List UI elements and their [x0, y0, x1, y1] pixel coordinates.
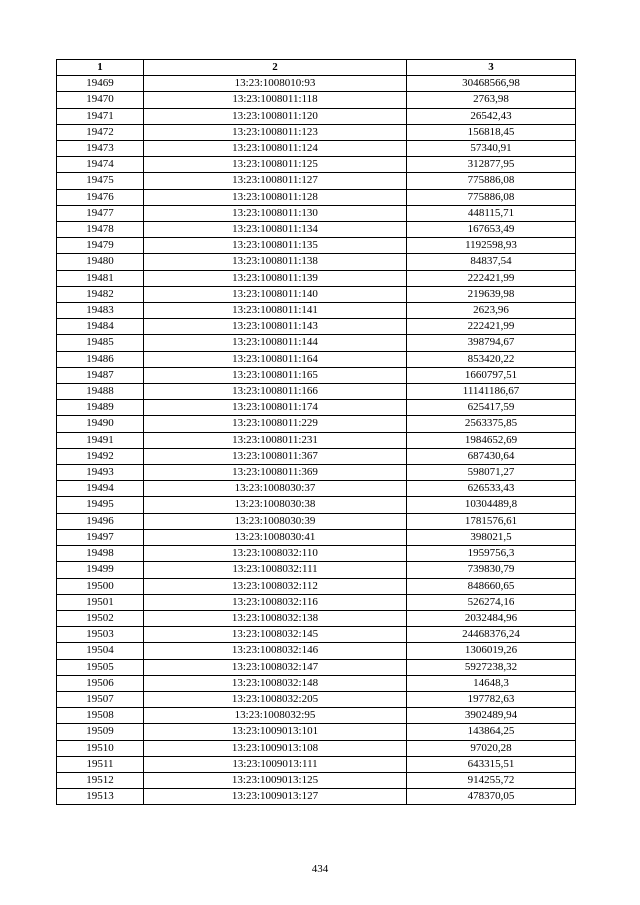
- table-row: [57, 92, 576, 108]
- row-number-cell: 19483: [57, 303, 144, 319]
- value-cell: 687430,64: [407, 448, 576, 464]
- table-row: [57, 708, 576, 724]
- value-cell: 1192598,93: [407, 238, 576, 254]
- table-row: [57, 286, 576, 302]
- value-cell: 30468566,98: [407, 76, 576, 92]
- value-cell: 598071,27: [407, 465, 576, 481]
- cadastral-number-cell: 13:23:1008011:229: [144, 416, 407, 432]
- table-row: [57, 173, 576, 189]
- row-number-cell: 19479: [57, 238, 144, 254]
- cadastral-number-cell: 13:23:1009013:101: [144, 724, 407, 740]
- table-row: [57, 513, 576, 529]
- cadastral-number-cell: 13:23:1008011:143: [144, 319, 407, 335]
- table-body: [57, 76, 576, 805]
- table-row: [57, 546, 576, 562]
- table-row: [57, 76, 576, 92]
- row-number-cell: 19490: [57, 416, 144, 432]
- value-cell: 26542,43: [407, 108, 576, 124]
- cadastral-number-cell: 13:23:1008010:93: [144, 76, 407, 92]
- cadastral-number-cell: 13:23:1008030:39: [144, 513, 407, 529]
- row-number-cell: 19474: [57, 157, 144, 173]
- table-row: [57, 627, 576, 643]
- cadastral-number-cell: 13:23:1008011:369: [144, 465, 407, 481]
- page-number: 434: [311, 863, 329, 875]
- table-row: [57, 238, 576, 254]
- cadastral-number-cell: 13:23:1008011:123: [144, 124, 407, 140]
- cadastral-number-cell: 13:23:1008032:116: [144, 594, 407, 610]
- row-number-cell: 19496: [57, 513, 144, 529]
- row-number-cell: 19484: [57, 319, 144, 335]
- cadastral-number-cell: 13:23:1008011:144: [144, 335, 407, 351]
- row-number-cell: 19508: [57, 708, 144, 724]
- cadastral-number-cell: 13:23:1008011:130: [144, 205, 407, 221]
- cadastral-number-cell: 13:23:1008011:125: [144, 157, 407, 173]
- table-row: [57, 222, 576, 238]
- row-number-cell: 19471: [57, 108, 144, 124]
- row-number-cell: 19504: [57, 643, 144, 659]
- row-number-cell: 19476: [57, 189, 144, 205]
- value-cell: 643315,51: [407, 756, 576, 772]
- table-row: [57, 675, 576, 691]
- row-number-cell: 19500: [57, 578, 144, 594]
- cadastral-number-cell: 13:23:1008032:138: [144, 610, 407, 626]
- row-number-cell: 19512: [57, 772, 144, 788]
- row-number-cell: 19493: [57, 465, 144, 481]
- value-cell: 5927238,32: [407, 659, 576, 675]
- cadastral-number-cell: 13:23:1008032:146: [144, 643, 407, 659]
- cadastral-number-cell: 13:23:1008011:165: [144, 367, 407, 383]
- value-cell: 2763,98: [407, 92, 576, 108]
- row-number-cell: 19488: [57, 384, 144, 400]
- row-number-cell: 19506: [57, 675, 144, 691]
- cadastral-number-cell: 13:23:1008011:120: [144, 108, 407, 124]
- cadastral-number-cell: 13:23:1008032:205: [144, 691, 407, 707]
- row-number-cell: 19491: [57, 432, 144, 448]
- table-row: [57, 691, 576, 707]
- value-cell: 97020,28: [407, 740, 576, 756]
- row-number-cell: 19489: [57, 400, 144, 416]
- table-row: [57, 124, 576, 140]
- value-cell: 222421,99: [407, 319, 576, 335]
- value-cell: 143864,25: [407, 724, 576, 740]
- value-cell: 739830,79: [407, 562, 576, 578]
- table-row: [57, 756, 576, 772]
- data-table: [56, 59, 576, 805]
- column-header-1: 1: [57, 60, 144, 76]
- table-row: [57, 578, 576, 594]
- value-cell: 2032484,96: [407, 610, 576, 626]
- row-number-cell: 19501: [57, 594, 144, 610]
- cadastral-number-cell: 13:23:1008011:124: [144, 141, 407, 157]
- row-number-cell: 19510: [57, 740, 144, 756]
- value-cell: 84837,54: [407, 254, 576, 270]
- table-row: [57, 367, 576, 383]
- cadastral-number-cell: 13:23:1008011:138: [144, 254, 407, 270]
- row-number-cell: 19469: [57, 76, 144, 92]
- table-row: [57, 772, 576, 788]
- cadastral-number-cell: 13:23:1009013:111: [144, 756, 407, 772]
- value-cell: 11141186,67: [407, 384, 576, 400]
- table-row: [57, 448, 576, 464]
- table-header-row: [57, 60, 576, 76]
- value-cell: 219639,98: [407, 286, 576, 302]
- row-number-cell: 19472: [57, 124, 144, 140]
- value-cell: 10304489,8: [407, 497, 576, 513]
- cadastral-number-cell: 13:23:1008032:147: [144, 659, 407, 675]
- value-cell: 1781576,61: [407, 513, 576, 529]
- row-number-cell: 19470: [57, 92, 144, 108]
- value-cell: 156818,45: [407, 124, 576, 140]
- row-number-cell: 19497: [57, 529, 144, 545]
- table-row: [57, 270, 576, 286]
- row-number-cell: 19492: [57, 448, 144, 464]
- row-number-cell: 19505: [57, 659, 144, 675]
- table-row: [57, 351, 576, 367]
- value-cell: 448115,71: [407, 205, 576, 221]
- table-row: [57, 610, 576, 626]
- cadastral-number-cell: 13:23:1008030:41: [144, 529, 407, 545]
- cadastral-number-cell: 13:23:1009013:125: [144, 772, 407, 788]
- row-number-cell: 19481: [57, 270, 144, 286]
- table-row: [57, 319, 576, 335]
- value-cell: 526274,16: [407, 594, 576, 610]
- table-row: [57, 497, 576, 513]
- cadastral-number-cell: 13:23:1008011:134: [144, 222, 407, 238]
- cadastral-number-cell: 13:23:1008011:231: [144, 432, 407, 448]
- row-number-cell: 19478: [57, 222, 144, 238]
- row-number-cell: 19503: [57, 627, 144, 643]
- table-row: [57, 157, 576, 173]
- cadastral-number-cell: 13:23:1008032:95: [144, 708, 407, 724]
- table-row: [57, 416, 576, 432]
- value-cell: 398794,67: [407, 335, 576, 351]
- cadastral-number-cell: 13:23:1008011:135: [144, 238, 407, 254]
- value-cell: 853420,22: [407, 351, 576, 367]
- value-cell: 2563375,85: [407, 416, 576, 432]
- cadastral-number-cell: 13:23:1008011:128: [144, 189, 407, 205]
- value-cell: 914255,72: [407, 772, 576, 788]
- column-header-2: 2: [144, 60, 407, 76]
- cadastral-number-cell: 13:23:1008011:166: [144, 384, 407, 400]
- table-row: [57, 384, 576, 400]
- row-number-cell: 19495: [57, 497, 144, 513]
- column-header-3: 3: [407, 60, 576, 76]
- table-row: [57, 481, 576, 497]
- row-number-cell: 19507: [57, 691, 144, 707]
- row-number-cell: 19502: [57, 610, 144, 626]
- row-number-cell: 19482: [57, 286, 144, 302]
- value-cell: 14648,3: [407, 675, 576, 691]
- cadastral-number-cell: 13:23:1008032:112: [144, 578, 407, 594]
- row-number-cell: 19473: [57, 141, 144, 157]
- row-number-cell: 19487: [57, 367, 144, 383]
- row-number-cell: 19480: [57, 254, 144, 270]
- table-row: [57, 141, 576, 157]
- table-row: [57, 529, 576, 545]
- value-cell: 1959756,3: [407, 546, 576, 562]
- table-row: [57, 789, 576, 805]
- table-row: [57, 108, 576, 124]
- cadastral-number-cell: 13:23:1008011:141: [144, 303, 407, 319]
- cadastral-number-cell: 13:23:1008011:140: [144, 286, 407, 302]
- table-row: [57, 335, 576, 351]
- table-row: [57, 303, 576, 319]
- value-cell: 57340,91: [407, 141, 576, 157]
- table-row: [57, 740, 576, 756]
- value-cell: 775886,08: [407, 173, 576, 189]
- value-cell: 626533,43: [407, 481, 576, 497]
- value-cell: 478370,05: [407, 789, 576, 805]
- row-number-cell: 19485: [57, 335, 144, 351]
- cadastral-number-cell: 13:23:1009013:108: [144, 740, 407, 756]
- value-cell: 2623,96: [407, 303, 576, 319]
- cadastral-number-cell: 13:23:1008011:174: [144, 400, 407, 416]
- row-number-cell: 19475: [57, 173, 144, 189]
- value-cell: 222421,99: [407, 270, 576, 286]
- table-row: [57, 643, 576, 659]
- row-number-cell: 19477: [57, 205, 144, 221]
- row-number-cell: 19499: [57, 562, 144, 578]
- cadastral-number-cell: 13:23:1009013:127: [144, 789, 407, 805]
- value-cell: 312877,95: [407, 157, 576, 173]
- cadastral-number-cell: 13:23:1008011:164: [144, 351, 407, 367]
- value-cell: 625417,59: [407, 400, 576, 416]
- cadastral-number-cell: 13:23:1008011:367: [144, 448, 407, 464]
- value-cell: 197782,63: [407, 691, 576, 707]
- table-row: [57, 254, 576, 270]
- row-number-cell: 19494: [57, 481, 144, 497]
- table-row: [57, 724, 576, 740]
- cadastral-number-cell: 13:23:1008011:118: [144, 92, 407, 108]
- cadastral-number-cell: 13:23:1008030:37: [144, 481, 407, 497]
- value-cell: 848660,65: [407, 578, 576, 594]
- row-number-cell: 19509: [57, 724, 144, 740]
- value-cell: 398021,5: [407, 529, 576, 545]
- value-cell: 1984652,69: [407, 432, 576, 448]
- table-row: [57, 562, 576, 578]
- table-row: [57, 400, 576, 416]
- table-row: [57, 465, 576, 481]
- table-row: [57, 205, 576, 221]
- row-number-cell: 19513: [57, 789, 144, 805]
- cadastral-number-cell: 13:23:1008011:139: [144, 270, 407, 286]
- value-cell: 3902489,94: [407, 708, 576, 724]
- table-row: [57, 594, 576, 610]
- row-number-cell: 19486: [57, 351, 144, 367]
- cadastral-number-cell: 13:23:1008032:148: [144, 675, 407, 691]
- row-number-cell: 19498: [57, 546, 144, 562]
- cadastral-number-cell: 13:23:1008032:111: [144, 562, 407, 578]
- value-cell: 167653,49: [407, 222, 576, 238]
- cadastral-number-cell: 13:23:1008032:110: [144, 546, 407, 562]
- value-cell: 24468376,24: [407, 627, 576, 643]
- table-row: [57, 432, 576, 448]
- value-cell: 1660797,51: [407, 367, 576, 383]
- row-number-cell: 19511: [57, 756, 144, 772]
- table-row: [57, 189, 576, 205]
- table-row: [57, 659, 576, 675]
- value-cell: 1306019,26: [407, 643, 576, 659]
- cadastral-number-cell: 13:23:1008011:127: [144, 173, 407, 189]
- value-cell: 775886,08: [407, 189, 576, 205]
- cadastral-number-cell: 13:23:1008030:38: [144, 497, 407, 513]
- cadastral-number-cell: 13:23:1008032:145: [144, 627, 407, 643]
